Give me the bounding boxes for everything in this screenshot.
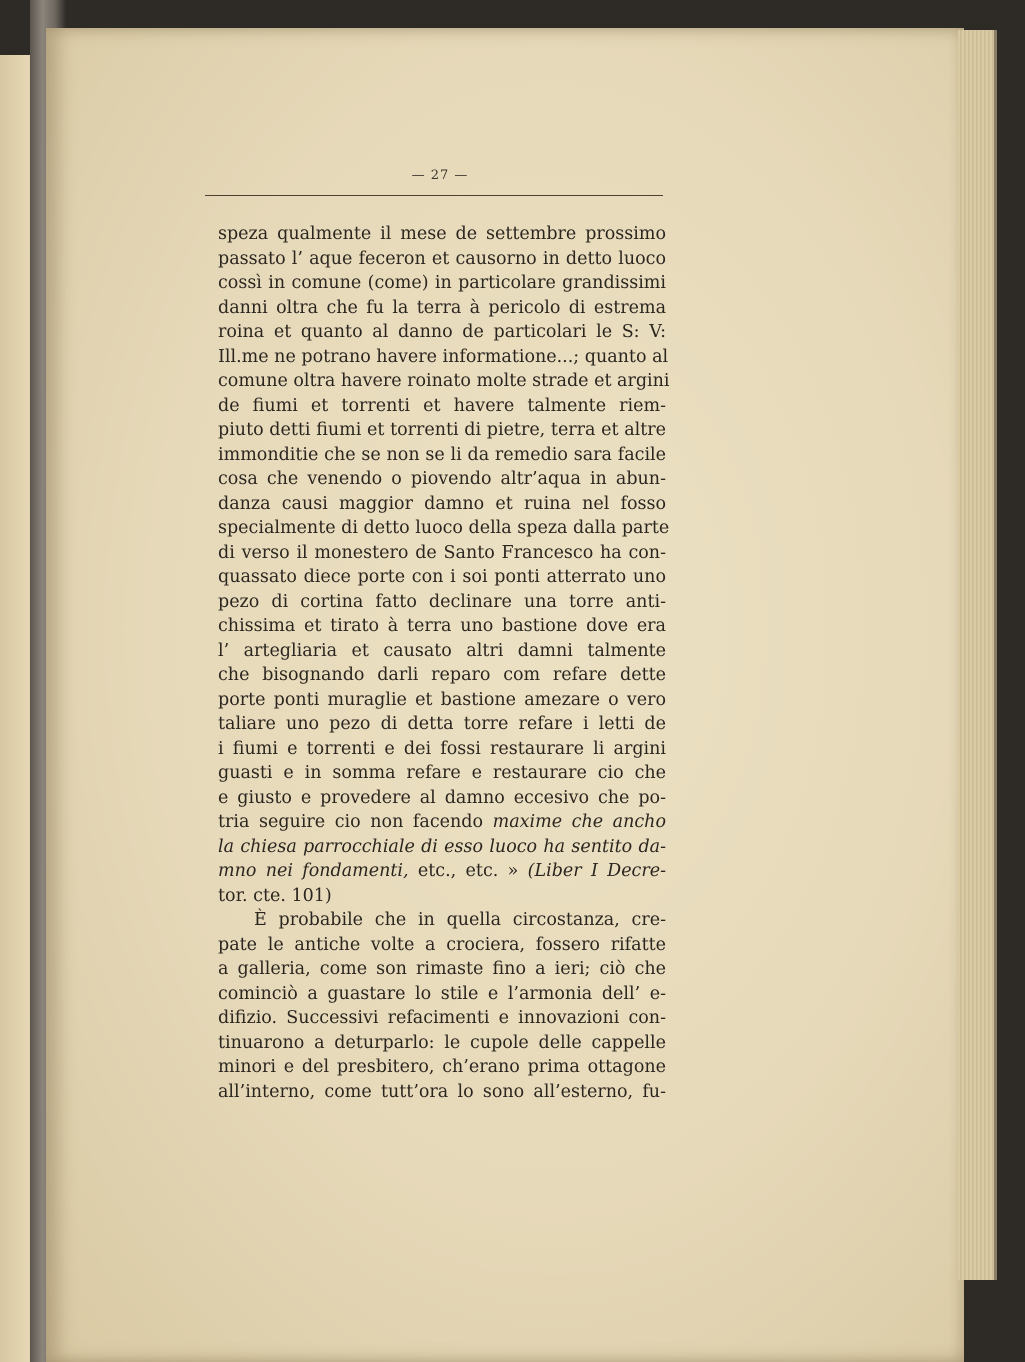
header-rule — [205, 195, 663, 196]
text-line: tor. cte. 101) — [218, 885, 332, 906]
text-line: quassato diece porte con i soi ponti atterrato uno — [218, 567, 666, 587]
text-line: pezo di cortina fatto declinare una torre anti- — [218, 591, 666, 612]
text-line: Ill.me ne potrano havere informatione...; quanto al — [218, 346, 669, 367]
text-line: tinuarono a deturparlo: le cupole delle cappelle — [218, 1032, 666, 1053]
text-line-italic: la chiesa parrocchiale di esso luoco ha sentito da- — [218, 836, 666, 857]
page-number: — 27 — — [411, 168, 469, 183]
text-line: danza causi maggior damno et ruina nel fosso — [218, 493, 666, 514]
text-line: cosa che venendo o piovendo altr’aqua in abun- — [218, 469, 666, 489]
text-line: e giusto e provedere al damno eccesivo che po- — [218, 787, 666, 808]
text-line-mixed — [218, 810, 666, 835]
text-line: minori e del presbitero, ch’erano prima ottagone — [218, 1057, 666, 1077]
text-line: a galleria, come son rimaste fino a ieri; ciò che — [218, 959, 666, 979]
text-line: chissima et tirato à terra uno bastione dove era — [218, 616, 666, 636]
italic-segment: (Liber I Decre- — [527, 861, 666, 881]
italic-segment: mno nei fondamenti, — [218, 861, 409, 881]
text-line: pate le antiche volte a crociera, fossero rifatte — [218, 934, 666, 955]
text-line-mixed — [218, 859, 666, 884]
text-line: roina et quanto al danno de particolari le S: V: — [218, 322, 666, 342]
page-edges — [958, 30, 997, 1280]
text-line: l’ artegliaria et causato altri damni talmente — [218, 640, 666, 661]
text-line: di verso il monestero de Santo Francesco ha con- — [218, 542, 666, 563]
body-text — [218, 222, 670, 1104]
text-line: porte ponti muraglie et bastione amezare o vero — [218, 689, 666, 710]
text-line: all’interno, come tutt’ora lo sono all’esterno, fu- — [218, 1081, 666, 1102]
italic-segment: maxime che ancho — [492, 812, 666, 832]
text-line: danni oltra che fu la terra à pericolo di estrema — [218, 297, 666, 318]
text-line: piuto detti fiumi et torrenti di pietre, terra et altre — [218, 420, 666, 440]
text-line: i fiumi e torrenti e dei fossi restaurare li argini — [218, 738, 666, 759]
text-line: de fiumi et torrenti et havere talmente riem- — [218, 395, 666, 416]
text-line: comune oltra havere roinato molte strade et argini — [218, 371, 670, 391]
text-line: difizio. Successivi refacimenti e innovazioni con- — [218, 1008, 666, 1028]
text-line: speza qualmente il mese de settembre prossimo — [218, 224, 666, 244]
text-segment: etc., etc. » — [417, 861, 519, 881]
text-segment: tria seguire cio non facendo — [218, 812, 484, 832]
text-line: guasti e in somma refare e restaurare cio che — [218, 763, 666, 783]
text-line: immonditie che se non se li da remedio sara facile — [218, 444, 666, 465]
text-line: che bisognando darli reparo com refare dette — [218, 665, 666, 685]
text-line: cossì in comune (come) in particolare grandissimi — [218, 273, 666, 293]
text-line: specialmente di detto luoco della speza dalla parte — [218, 518, 670, 538]
text-line: taliare uno pezo di detta torre refare i letti de — [218, 714, 666, 734]
text-line: passato l’ aque feceron et causorno in detto luoco — [218, 248, 666, 269]
text-line: cominciò a guastare lo stile e l’armonia dell’ e- — [218, 983, 666, 1004]
text-line: È probabile che in quella circostanza, cre- — [254, 910, 666, 930]
